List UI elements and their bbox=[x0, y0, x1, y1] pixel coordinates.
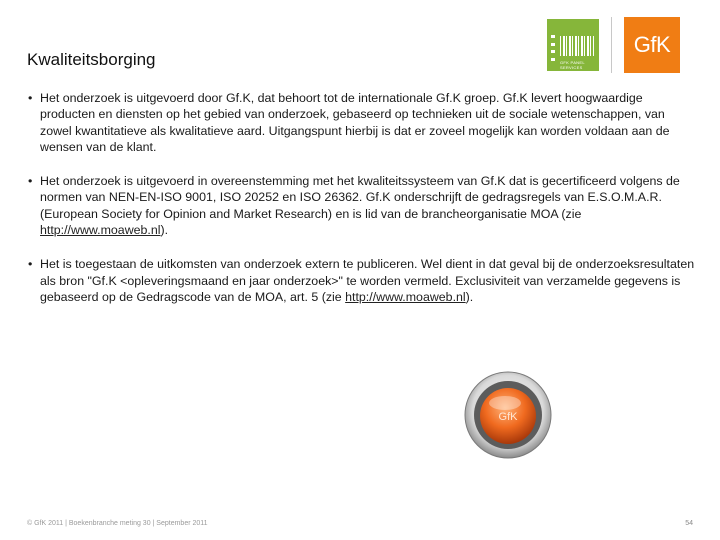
panel-services-logo bbox=[547, 19, 599, 71]
bullet-text: Het is toegestaan de uitkomsten van onderzoek extern te publiceren. Wel dient in dat geval bij de onderzoeksresultaten als bron "Gf.K <opleveringsmaand en jaar onderzoek>" te worden vermeld. Exclusiviteit van verzamelde gegevens is gebaseerd op de Gedragscode van de MOA, art. 5 (zie bbox=[40, 257, 695, 304]
bullet-text-end: ). bbox=[465, 289, 474, 304]
bullet-item bbox=[27, 256, 695, 305]
logo-divider bbox=[611, 17, 612, 73]
bullet-text: Het onderzoek is uitgevoerd door Gf.K, dat behoort tot de internationale Gf.K groep. Gf.K levert hoogwaardige producten en diensten op het gebied van onderzoek, gebaseerd op technieken uit de sociale wetenschappen, van zowel kwantitatieve als kwalitatieve aard. Uitgangspunt hierbij is dat er zoveel mogelijk kan worden voldaan aan de wensen van de klant. bbox=[40, 91, 670, 154]
header-logos bbox=[547, 17, 680, 73]
moaweb-link[interactable]: http://www.moaweb.nl bbox=[40, 223, 161, 238]
gfk-orb-graphic bbox=[463, 370, 553, 460]
bullet-text: Het onderzoek is uitgevoerd in overeenstemming met het kwaliteitssysteem van Gf.K dat is gecertificeerd volgens de normen van NEN-EN-ISO 9001, ISO 20252 en ISO 26362. Gf.K onderschrijft de gedragsregels van E.S.O.M.A.R. (European Society for Opinion and Market Research) en is lid van de brancheorganisatie MOA (zie bbox=[40, 174, 680, 221]
moaweb-link[interactable]: http://www.moaweb.nl bbox=[345, 289, 466, 304]
bullet-item bbox=[27, 173, 695, 238]
panel-services-caption: GFK PANEL SERVICES bbox=[560, 60, 585, 70]
slide-body bbox=[27, 90, 695, 323]
bullet-text-end: ). bbox=[160, 223, 169, 238]
orb-label: GfK bbox=[498, 411, 518, 423]
page-number: 54 bbox=[685, 520, 693, 527]
footer-text: © GfK 2011 | Boekenbranche meting 30 | September 2011 bbox=[27, 520, 208, 527]
gfk-logo: GfK bbox=[624, 17, 680, 73]
barcode-icon bbox=[560, 36, 594, 56]
slide-title: Kwaliteitsborging bbox=[27, 50, 156, 69]
bullet-item bbox=[27, 90, 695, 155]
